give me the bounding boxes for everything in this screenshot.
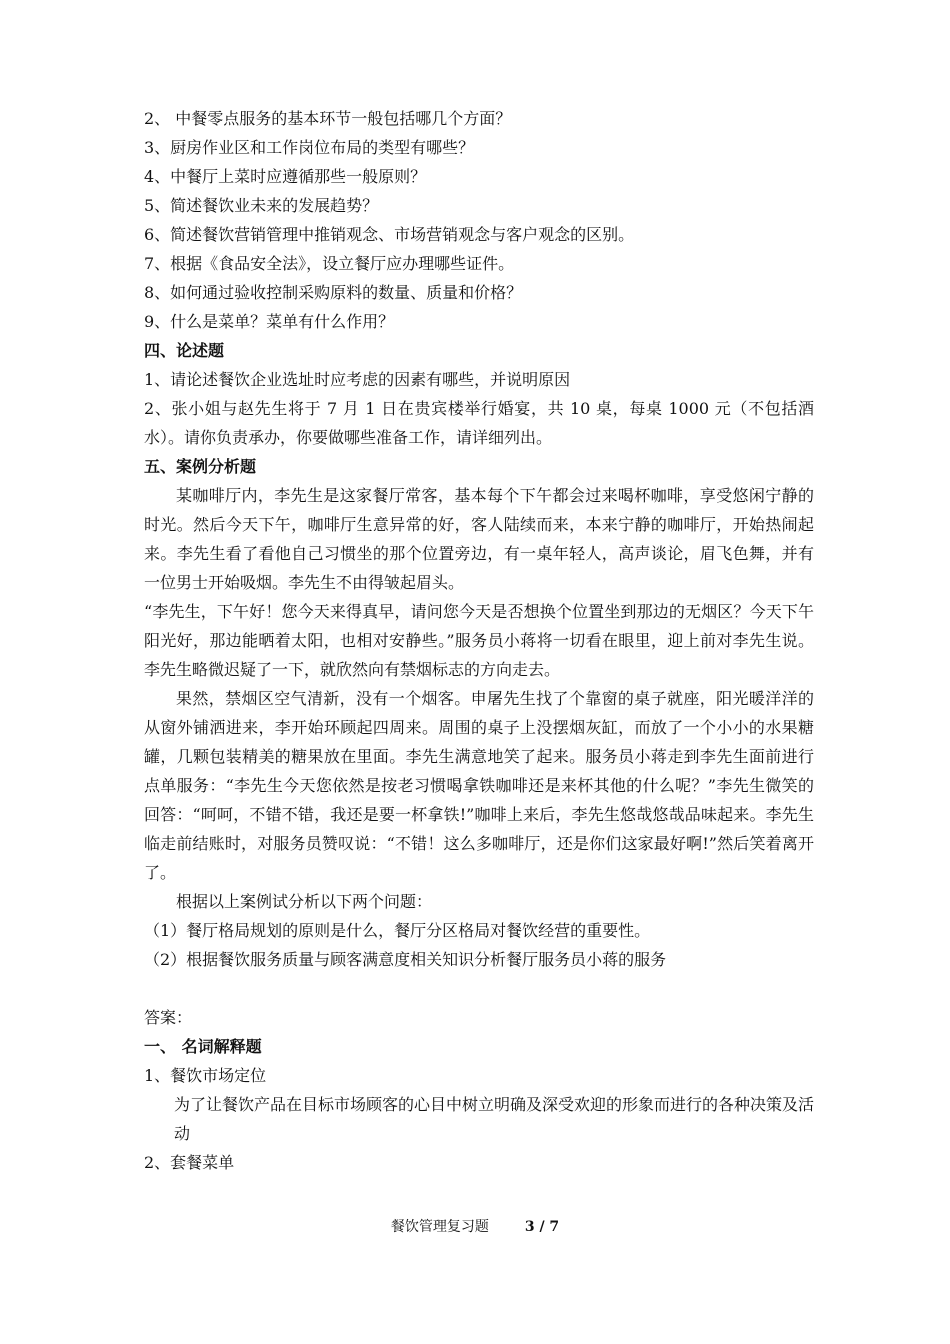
- answer-item-title: 1、餐饮市场定位: [144, 1066, 267, 1085]
- question-item: 6、简述餐饮营销管理中推销观念、市场营销观念与客户观念的区别。: [144, 225, 635, 244]
- question-item: 7、根据《食品安全法》，设立餐厅应办理哪些证件。: [144, 254, 515, 273]
- section-heading-essay: 四、论述题: [144, 341, 225, 360]
- page-number: 3 / 7: [524, 1219, 560, 1235]
- answers-heading: 一、 名词解释题: [144, 1037, 262, 1056]
- question-item: 5、简述餐饮业未来的发展趋势？: [144, 196, 379, 215]
- question-item: 3、厨房作业区和工作岗位布局的类型有哪些？: [144, 138, 475, 157]
- case-prompt: 根据以上案例试分析以下两个问题：: [176, 892, 433, 911]
- question-item: 9、什么是菜单？菜单有什么作用？: [144, 312, 395, 331]
- answers-label: 答案：: [144, 1008, 193, 1027]
- case-question-2: （2）根据餐饮服务质量与顾客满意度相关知识分析餐厅服务员小蒋的服务: [144, 950, 667, 969]
- question-item: 4、中餐厅上菜时应遵循那些一般原则？: [144, 167, 427, 186]
- case-paragraph-3: 果然，禁烟区空气清新，没有一个烟客。申屠先生找了个靠窗的桌子就座，阳光暖洋洋的从窗外铺洒进来，李开始环顾起四周来。周围的桌子上没摆烟灰缸，而放了一个小小的水果糖罐，几颗包装精美的糖果放在里面。李先生满意地笑了起来。服务员小蒋走到李先生面前进行点单服务：“李先生今天您依然是按老习惯喝拿铁咖啡还是来杯其他的什么呢？”李先生微笑的回答：“呵呵，不错不错，我还是要一杯拿铁!”咖啡上来后，李先生悠哉悠哉品味起来。李先生临走前结账时，对服务员赞叹说：“不错！这么多咖啡厅，还是你们这家最好啊!”然后笑着离开了。: [144, 689, 814, 882]
- page-footer: [0, 1216, 950, 1236]
- question-item: 8、如何通过验收控制采购原料的数量、质量和价格？: [144, 283, 523, 302]
- question-item: 2、 中餐零点服务的基本环节一般包括哪几个方面？: [144, 109, 512, 128]
- spacer: [144, 974, 814, 1003]
- case-question-1: （1）餐厅格局规划的原则是什么，餐厅分区格局对餐饮经营的重要性。: [144, 921, 651, 940]
- essay-question-1: 1、请论述餐饮企业选址时应考虑的因素有哪些，并说明原因: [144, 370, 571, 389]
- case-paragraph-2: “李先生，下午好！您今天来得真早，请问您今天是否想换个位置坐到那边的无烟区？今天下午阳光好，那边能晒着太阳，也相对安静些。”服务员小蒋将一切看在眼里，迎上前对李先生说。李先生略微迟疑了一下，就欣然向有禁烟标志的方向走去。: [144, 602, 814, 679]
- page-content: [144, 104, 814, 1177]
- essay-question-2: 2、张小姐与赵先生将于 7 月 1 日在贵宾楼举行婚宴，共 10 桌，每桌 1000 元（不包括酒水）。请你负责承办，你要做哪些准备工作，请详细列出。: [144, 399, 814, 447]
- footer-title: 餐饮管理复习题: [390, 1219, 489, 1235]
- section-heading-case: 五、案例分析题: [144, 457, 257, 476]
- answer-item-body: 为了让餐饮产品在目标市场顾客的心目中树立明确及深受欢迎的形象而进行的各种决策及活动: [174, 1095, 815, 1143]
- answer-item-title: 2、套餐菜单: [144, 1153, 235, 1172]
- case-paragraph-1: 某咖啡厅内，李先生是这家餐厅常客，基本每个下午都会过来喝杯咖啡，享受悠闲宁静的时光。然后今天下午，咖啡厅生意异常的好，客人陆续而来，本来宁静的咖啡厅，开始热闹起来。李先生看了看他自己习惯坐的那个位置旁边，有一桌年轻人，高声谈论，眉飞色舞，并有一位男士开始吸烟。李先生不由得皱起眉头。: [144, 486, 814, 592]
